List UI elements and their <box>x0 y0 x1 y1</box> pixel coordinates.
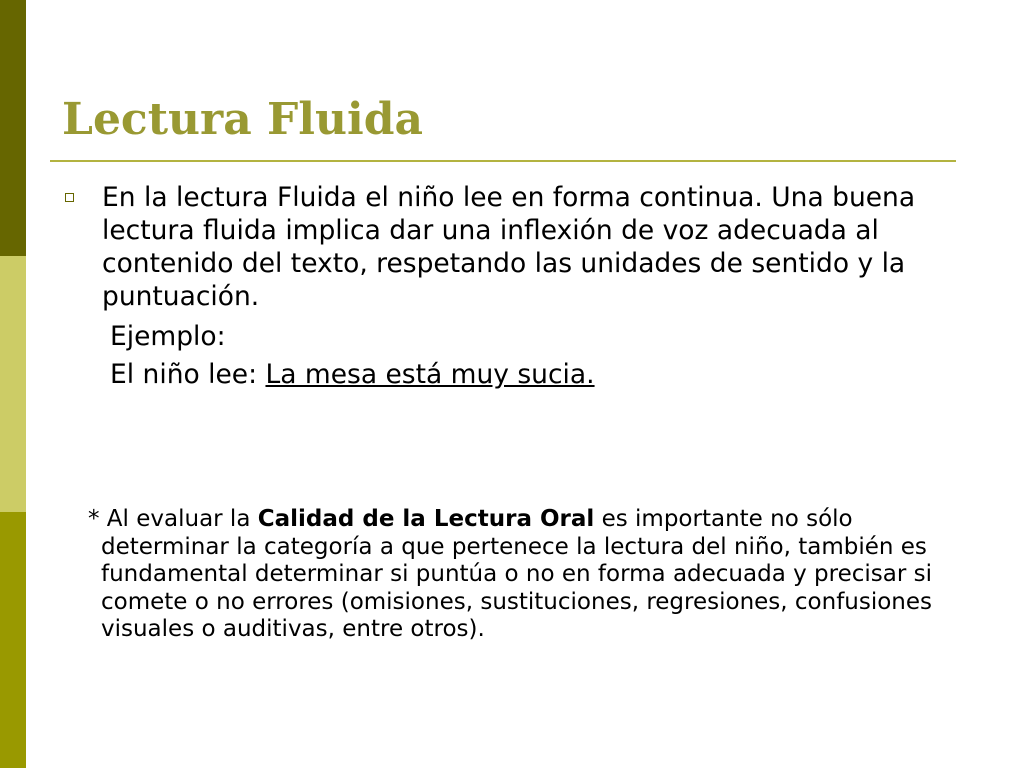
bullet-text: En la lectura Fluida el niño lee en forma continua. Una buena lectura fluida implica dar una inflexión de voz adecuada al contenido del texto, respetando las unidades de sentido y la puntuación. <box>102 182 916 312</box>
example-label: Ejemplo: <box>110 321 226 352</box>
note-rest: es importante no sólo determinar la categoría a que pertenece la lectura del niño, también es fundamental determinar si puntúa o no en forma adecuada y precisar si comete o no errores (omisiones, sustituciones, regresiones, confusiones visuales o auditivas, entre otros). <box>101 506 933 642</box>
side-bar-bottom <box>0 512 26 768</box>
evaluation-note <box>88 506 968 644</box>
slide-title: Lectura Fluida <box>62 94 423 145</box>
note-prefix: * Al evaluar la <box>88 506 251 532</box>
bullet-item <box>62 181 962 393</box>
note-paragraph <box>88 506 968 644</box>
square-bullet-icon <box>65 193 74 202</box>
title-divider <box>50 160 956 162</box>
side-bar-middle <box>0 256 26 512</box>
example-prefix: El niño lee: <box>110 359 258 390</box>
side-bar-top <box>0 0 26 256</box>
note-bold-term: Calidad de la Lectura Oral <box>257 506 595 532</box>
example-sentence: La mesa está muy sucia. <box>265 359 595 390</box>
example-line <box>110 357 962 393</box>
